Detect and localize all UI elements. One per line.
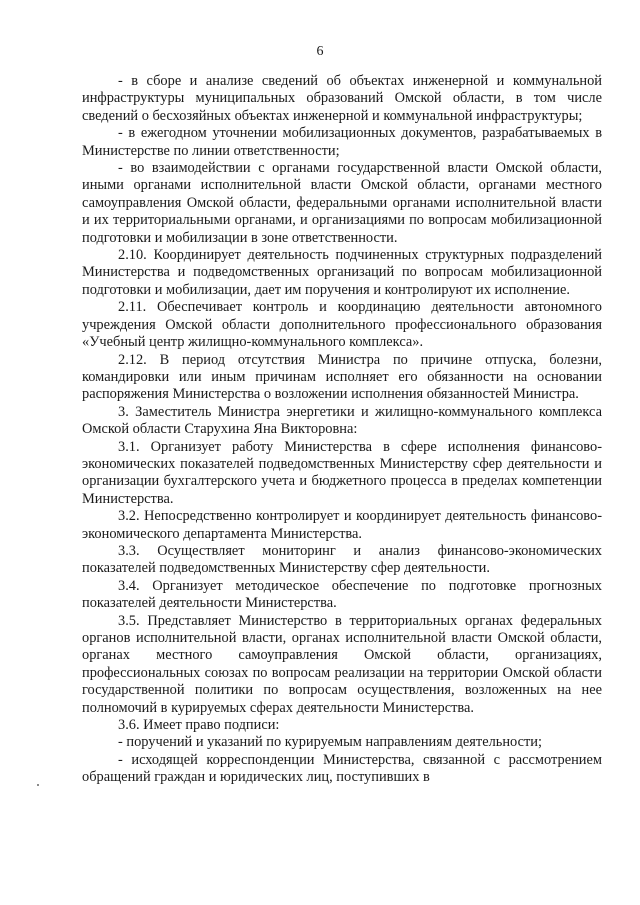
- paragraph: 3.6. Имеет право подписи:: [118, 717, 280, 734]
- paragraph: 3.3. Осуществляет мониторинг и анализ финансово-экономических показателей подведомственных Министерству сфер деятельности.: [82, 542, 602, 577]
- paragraph: 2.12. В период отсутствия Министра по причине отпуска, болезни, командировки или иным причинам исполняет его обязанности на основании распоряжения Министерства о возложении исполнения обязанностей Министра.: [82, 351, 602, 403]
- paragraph: 3.5. Представляет Министерство в территориальных органах федеральных органов исполнительной власти, органах исполнительной власти Омской области, органах местного самоуправления Омской области, организациях, профессиональных союзах по вопросам реализации на территории Омской области государственной политики по вопросам осуществления, возложенных на нее полномочий в курируемых сферах деятельности Министерства.: [82, 612, 602, 716]
- paragraph: - в ежегодном уточнении мобилизационных документов, разрабатываемых в Министерстве по линии ответственности;: [82, 125, 602, 159]
- page-number: 6: [316, 44, 324, 59]
- paragraph: 2.11. Обеспечивает контроль и координацию деятельности автономного учреждения Омской области дополнительного профессионального образования «Учебный центр жилищно-коммунального комплекса».: [82, 299, 602, 351]
- paragraph: 3.2. Непосредственно контролирует и координирует деятельность финансово-экономического департамента Министерства.: [82, 508, 602, 542]
- paragraph: - во взаимодействии с органами государственной власти Омской области, иными органами исполнительной власти Омской области, органами местного самоуправления Омской области, федеральными органами исполнительной власти и их территориальными органами, и организациями по вопросам мобилизационной подготовки и мобилизации в зоне ответственности.: [82, 160, 602, 246]
- scan-speck: [37, 784, 39, 786]
- body-text: [82, 73, 602, 787]
- paragraph: - исходящей корреспонденции Министерства, связанной с рассмотрением обращений граждан и юридических лиц, поступивших в: [82, 751, 602, 786]
- paragraph: - в сборе и анализе сведений об объектах инженерной и коммунальной инфраструктуры муниципальных образований Омской области, в том числе сведений о бесхозяйных объектах инженерной и коммунальной инфраструктуры;: [82, 73, 602, 124]
- paragraph: 3.4. Организует методическое обеспечение по подготовке прогнозных показателей деятельности Министерства.: [82, 577, 602, 612]
- paragraph: 3. Заместитель Министра энергетики и жилищно-коммунального комплекса Омской области Старухина Яна Викторовна:: [82, 403, 602, 438]
- paragraph: 2.10. Координирует деятельность подчиненных структурных подразделений Министерства и подведомственных организаций по вопросам мобилизационной подготовки и мобилизации, дает им поручения и контролируют их исполнение.: [82, 247, 602, 298]
- paragraph: 3.1. Организует работу Министерства в сфере исполнения финансово-экономических показателей подведомственных Министерству сфер деятельности и организации бухгалтерского учета и бюджетного процесса в пределах компетенции Министерства.: [82, 438, 602, 507]
- paragraph: - поручений и указаний по курируемым направлениям деятельности;: [118, 734, 542, 751]
